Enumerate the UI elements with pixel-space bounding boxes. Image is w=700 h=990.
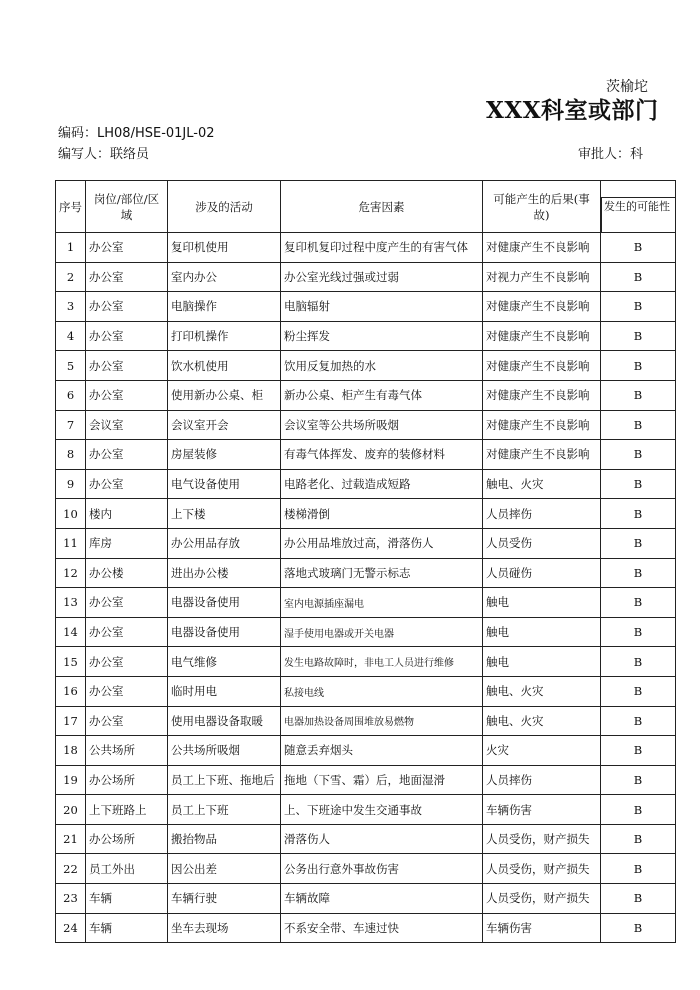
cell-consequence: 车辆伤害 (483, 913, 601, 943)
cell-activity: 坐车去现场 (168, 913, 281, 943)
cell-consequence: 对健康产生不良影响 (483, 321, 601, 351)
cell-consequence: 对健康产生不良影响 (483, 410, 601, 440)
cell-area: 办公室 (86, 321, 168, 351)
cell-consequence: 火灾 (483, 736, 601, 766)
cell-area: 办公楼 (86, 558, 168, 588)
cell-consequence: 人员受伤，财产损失 (483, 824, 601, 854)
col-header-activity: 涉及的活动 (168, 181, 281, 233)
cell-likelihood: B (601, 528, 676, 558)
cell-activity: 办公用品存放 (168, 528, 281, 558)
table-row (56, 410, 676, 440)
cell-area: 办公室 (86, 647, 168, 677)
cell-consequence: 人员受伤，财产损失 (483, 884, 601, 914)
cell-likelihood: B (601, 676, 676, 706)
table-row (56, 321, 676, 351)
cell-hazard: 会议室等公共场所吸烟 (281, 410, 483, 440)
cell-consequence: 对视力产生不良影响 (483, 262, 601, 292)
cell-hazard: 粉尘挥发 (281, 321, 483, 351)
cell-hazard: 复印机复印过程中度产生的有害气体 (281, 233, 483, 263)
cell-hazard: 落地式玻璃门无警示标志 (281, 558, 483, 588)
code-value: LH08/HSE-01JL-02 (97, 126, 215, 141)
table-row (56, 292, 676, 322)
cell-no: 22 (56, 854, 86, 884)
cell-likelihood: B (601, 499, 676, 529)
table-row (56, 824, 676, 854)
cell-activity: 员工上下班 (168, 795, 281, 825)
cell-consequence: 对健康产生不良影响 (483, 440, 601, 470)
cell-no: 18 (56, 736, 86, 766)
table-row (56, 528, 676, 558)
cell-consequence: 对健康产生不良影响 (483, 233, 601, 263)
cell-activity: 打印机操作 (168, 321, 281, 351)
col-header-area: 岗位/部位/区域 (86, 181, 168, 233)
cell-likelihood: B (601, 854, 676, 884)
table-row (56, 380, 676, 410)
cell-no: 4 (56, 321, 86, 351)
author-value: 联络员 (110, 147, 150, 162)
cell-no: 5 (56, 351, 86, 381)
table-header-row (56, 181, 676, 233)
table-row (56, 440, 676, 470)
cell-no: 7 (56, 410, 86, 440)
cell-consequence: 人员受伤，财产损失 (483, 854, 601, 884)
cell-area: 办公室 (86, 292, 168, 322)
cell-activity: 电气维修 (168, 647, 281, 677)
cell-likelihood: B (601, 469, 676, 499)
table-row (56, 499, 676, 529)
table-row (56, 765, 676, 795)
cell-area: 办公场所 (86, 824, 168, 854)
cell-activity: 员工上下班、拖地后 (168, 765, 281, 795)
cell-hazard: 上、下班途中发生交通事故 (281, 795, 483, 825)
cell-hazard: 滑落伤人 (281, 824, 483, 854)
cell-no: 23 (56, 884, 86, 914)
cell-activity: 使用新办公桌、柜 (168, 380, 281, 410)
cell-hazard: 楼梯滑倒 (281, 499, 483, 529)
approver-label: 审批人： (578, 147, 631, 162)
cell-no: 10 (56, 499, 86, 529)
cell-activity: 车辆行驶 (168, 884, 281, 914)
cell-hazard: 湿手使用电器或开关电器 (281, 617, 483, 647)
cell-activity: 进出办公楼 (168, 558, 281, 588)
table-row (56, 884, 676, 914)
cell-likelihood: B (601, 233, 676, 263)
cell-area: 办公室 (86, 617, 168, 647)
cell-likelihood: B (601, 884, 676, 914)
table-body (56, 233, 676, 943)
cell-hazard: 饮用反复加热的水 (281, 351, 483, 381)
cell-hazard: 电路老化、过载造成短路 (281, 469, 483, 499)
col-header-consequence: 可能产生的后果(事故) (483, 181, 601, 233)
cell-no: 14 (56, 617, 86, 647)
cell-no: 12 (56, 558, 86, 588)
cell-activity: 公共场所吸烟 (168, 736, 281, 766)
cell-likelihood: B (601, 824, 676, 854)
cell-no: 24 (56, 913, 86, 943)
table-row (56, 795, 676, 825)
cell-likelihood: B (601, 380, 676, 410)
table-row (56, 854, 676, 884)
cell-consequence: 车辆伤害 (483, 795, 601, 825)
cell-likelihood: B (601, 321, 676, 351)
cell-likelihood: B (601, 558, 676, 588)
cell-no: 11 (56, 528, 86, 558)
cell-consequence: 触电、火灾 (483, 706, 601, 736)
cell-likelihood: B (601, 706, 676, 736)
cell-hazard: 新办公桌、柜产生有毒气体 (281, 380, 483, 410)
cell-consequence: 触电 (483, 588, 601, 618)
cell-activity: 电脑操作 (168, 292, 281, 322)
cell-likelihood: B (601, 647, 676, 677)
cell-area: 办公室 (86, 706, 168, 736)
cell-no: 16 (56, 676, 86, 706)
cell-consequence: 人员受伤 (483, 528, 601, 558)
cell-likelihood: B (601, 617, 676, 647)
table-row (56, 676, 676, 706)
cell-consequence: 人员碰伤 (483, 558, 601, 588)
author-label: 编写人： (58, 147, 111, 162)
cell-likelihood: B (601, 262, 676, 292)
cell-no: 21 (56, 824, 86, 854)
cell-activity: 电气设备使用 (168, 469, 281, 499)
cell-no: 2 (56, 262, 86, 292)
cell-no: 15 (56, 647, 86, 677)
cell-activity: 饮水机使用 (168, 351, 281, 381)
cell-no: 8 (56, 440, 86, 470)
col-header-no: 序号 (56, 181, 86, 233)
cell-area: 办公室 (86, 676, 168, 706)
cell-hazard: 车辆故障 (281, 884, 483, 914)
cell-likelihood: B (601, 440, 676, 470)
cell-hazard: 不系安全带、车速过快 (281, 913, 483, 943)
table-row (56, 736, 676, 766)
cell-consequence: 触电 (483, 617, 601, 647)
cell-area: 车辆 (86, 913, 168, 943)
cell-no: 9 (56, 469, 86, 499)
col-header-hazard: 危害因素 (281, 181, 483, 233)
cell-no: 6 (56, 380, 86, 410)
cell-activity: 使用电器设备取暖 (168, 706, 281, 736)
cell-activity: 房屋装修 (168, 440, 281, 470)
cell-hazard: 公务出行意外事故伤害 (281, 854, 483, 884)
table-row (56, 588, 676, 618)
table-row (56, 647, 676, 677)
table-row (56, 558, 676, 588)
cell-area: 公共场所 (86, 736, 168, 766)
col-header-likelihood-text: 发生的可能性 (601, 197, 675, 232)
cell-hazard: 拖地（下雪、霜）后，地面湿滑 (281, 765, 483, 795)
table-row (56, 469, 676, 499)
table-row (56, 617, 676, 647)
document-title: XXX科室或部门 (486, 97, 659, 124)
cell-hazard: 私接电线 (281, 676, 483, 706)
cell-activity: 因公出差 (168, 854, 281, 884)
cell-consequence: 对健康产生不良影响 (483, 380, 601, 410)
cell-likelihood: B (601, 736, 676, 766)
cell-no: 3 (56, 292, 86, 322)
cell-hazard: 发生电路故障时，非电工人员进行维修 (281, 647, 483, 677)
table-row (56, 233, 676, 263)
cell-likelihood: B (601, 351, 676, 381)
cell-consequence: 触电、火灾 (483, 469, 601, 499)
approver-value: 科 (630, 147, 644, 162)
cell-activity: 上下楼 (168, 499, 281, 529)
cell-likelihood: B (601, 765, 676, 795)
cell-area: 办公室 (86, 440, 168, 470)
cell-hazard: 随意丢弃烟头 (281, 736, 483, 766)
table-row (56, 262, 676, 292)
cell-area: 办公室 (86, 588, 168, 618)
cell-activity: 会议室开会 (168, 410, 281, 440)
cell-consequence: 触电、火灾 (483, 676, 601, 706)
cell-area: 会议室 (86, 410, 168, 440)
cell-area: 上下班路上 (86, 795, 168, 825)
cell-consequence: 对健康产生不良影响 (483, 351, 601, 381)
cell-area: 楼内 (86, 499, 168, 529)
cell-area: 办公室 (86, 380, 168, 410)
cell-area: 办公室 (86, 233, 168, 263)
cell-likelihood: B (601, 292, 676, 322)
table-row (56, 706, 676, 736)
cell-activity: 搬抬物品 (168, 824, 281, 854)
cell-area: 员工外出 (86, 854, 168, 884)
cell-hazard: 办公室光线过强或过弱 (281, 262, 483, 292)
cell-area: 办公室 (86, 469, 168, 499)
cell-area: 办公室 (86, 351, 168, 381)
table-row (56, 351, 676, 381)
cell-area: 办公室 (86, 262, 168, 292)
cell-activity: 电器设备使用 (168, 588, 281, 618)
cell-consequence: 对健康产生不良影响 (483, 292, 601, 322)
cell-hazard: 室内电源插座漏电 (281, 588, 483, 618)
cell-hazard: 办公用品堆放过高，滑落伤人 (281, 528, 483, 558)
cell-no: 17 (56, 706, 86, 736)
cell-hazard: 电器加热设备周围堆放易燃物 (281, 706, 483, 736)
cell-consequence: 人员摔伤 (483, 499, 601, 529)
company-name: 茨榆坨 (606, 79, 648, 95)
cell-likelihood: B (601, 795, 676, 825)
cell-no: 13 (56, 588, 86, 618)
cell-activity: 室内办公 (168, 262, 281, 292)
hazard-table (55, 180, 676, 943)
cell-no: 20 (56, 795, 86, 825)
cell-consequence: 触电 (483, 647, 601, 677)
table-row (56, 913, 676, 943)
cell-hazard: 电脑辐射 (281, 292, 483, 322)
cell-hazard: 有毒气体挥发、废弃的装修材料 (281, 440, 483, 470)
cell-consequence: 人员摔伤 (483, 765, 601, 795)
col-header-likelihood (601, 181, 676, 233)
cell-no: 19 (56, 765, 86, 795)
code-label: 编码： (58, 126, 98, 141)
cell-activity: 电器设备使用 (168, 617, 281, 647)
cell-activity: 复印机使用 (168, 233, 281, 263)
cell-area: 库房 (86, 528, 168, 558)
cell-area: 办公场所 (86, 765, 168, 795)
cell-area: 车辆 (86, 884, 168, 914)
cell-likelihood: B (601, 588, 676, 618)
cell-likelihood: B (601, 913, 676, 943)
cell-activity: 临时用电 (168, 676, 281, 706)
cell-no: 1 (56, 233, 86, 263)
cell-likelihood: B (601, 410, 676, 440)
